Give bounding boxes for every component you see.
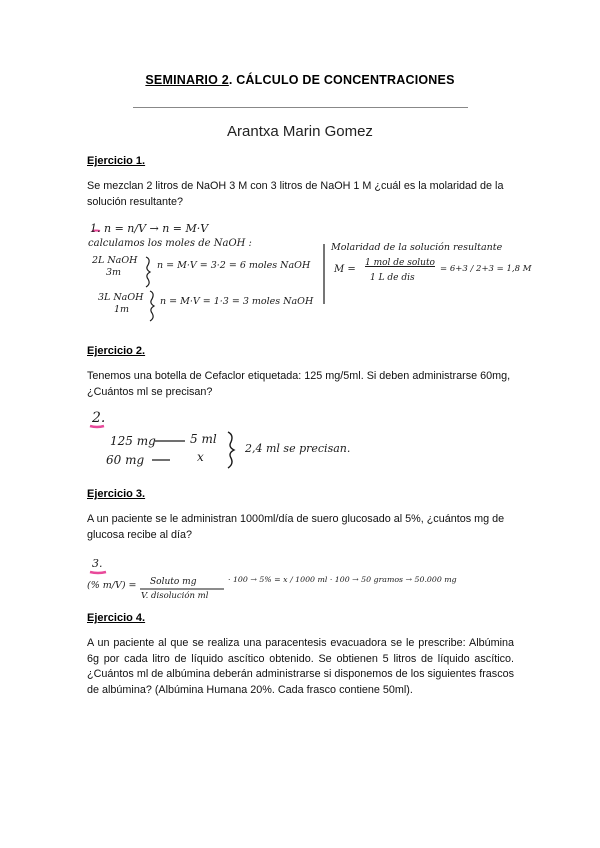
ex2-hw-line2a: 60 mg (106, 453, 145, 467)
ex1-hw-right2a: M = (334, 264, 356, 275)
ex1-hw-line1: 1. n = n/V → n = M·V (90, 222, 209, 235)
ex1-hw-line3c: n = M·V = 3·2 = 6 moles NaOH (157, 260, 311, 271)
ex2-hw-line2b: x (197, 450, 204, 464)
exercise-2-heading: Ejercicio 2. (87, 345, 146, 357)
exercise-4-text: A un paciente al que se realiza una paracentesis evacuadora se le prescribe: Albúmina 6g por cada litro de líquido ascítico obtenido. Se obtienen 5 litros de líquido ascítico. ¿Cuántos ml de albúmina deberán administrarse si disponemos de los siguientes frascos de albúmina? (Albúmina Humana 20%. Cada frasco contiene 50ml). (87, 637, 514, 696)
ex3-hw-num: 3. (92, 557, 103, 570)
ex3-hw-rest: · 100 → 5% = x / 1000 ml · 100 → 50 gramos → 50.000 mg (228, 575, 457, 584)
ex2-hw-num: 2. (92, 410, 106, 426)
exercise-4-heading: Ejercicio 4. (87, 612, 146, 624)
ex1-hw-right1: Molaridad de la solución resultante (331, 242, 503, 253)
title-prefix: SEMINARIO 2 (145, 73, 229, 87)
ex3-hw-formula-lhs: (% m/V) = (87, 580, 137, 591)
exercise-2-text: Tenemos una botella de Cefaclor etiquetada: 125 mg/5ml. Si deben administrarse 60mg, ¿Cuántos ml se precisan? (87, 370, 511, 398)
exercise-3-text: A un paciente se le administran 1000ml/día de suero glucosado al 5%, ¿cuántos mg de glucosa recibe al día? (87, 513, 505, 541)
exercise-1-heading: Ejercicio 1. (87, 155, 146, 167)
ex2-hw-line1b: 5 ml (190, 432, 217, 446)
ex1-hw-right2d: = 6+3 / 2+3 = 1,8 M (440, 264, 532, 274)
ex2-hw-line1a: 125 mg (110, 434, 156, 448)
ex1-hw-line4a: 3L NaOH (98, 292, 144, 303)
ex3-hw-numerator: Soluto mg (150, 577, 197, 587)
ex1-hw-line3a: 2L NaOH (92, 255, 138, 266)
exercise-1-text: Se mezclan 2 litros de NaOH 3 M con 3 litros de NaOH 1 M ¿cuál es la molaridad de la solución resultante? (87, 180, 504, 208)
ex3-hw-denominator: V. disolución ml (141, 591, 209, 601)
ex1-hw-right2c: 1 L de dis (370, 273, 415, 283)
ex1-hw-line3b: 3m (106, 267, 122, 278)
ex1-hw-right2b: 1 mol de soluto (365, 258, 435, 268)
ex1-hw-line2: calculamos los moles de NaOH : (88, 238, 252, 249)
author-name: Arantxa Marin Gomez (227, 123, 373, 140)
exercise-3-heading: Ejercicio 3. (87, 488, 146, 500)
ex2-hw-result: 2,4 ml se precisan. (245, 442, 351, 455)
ex1-hw-line4b: 1m (114, 304, 130, 315)
title-rest: . CÁLCULO DE CONCENTRACIONES (228, 73, 455, 87)
ex1-hw-line4c: n = M·V = 1·3 = 3 moles NaOH (160, 296, 314, 307)
